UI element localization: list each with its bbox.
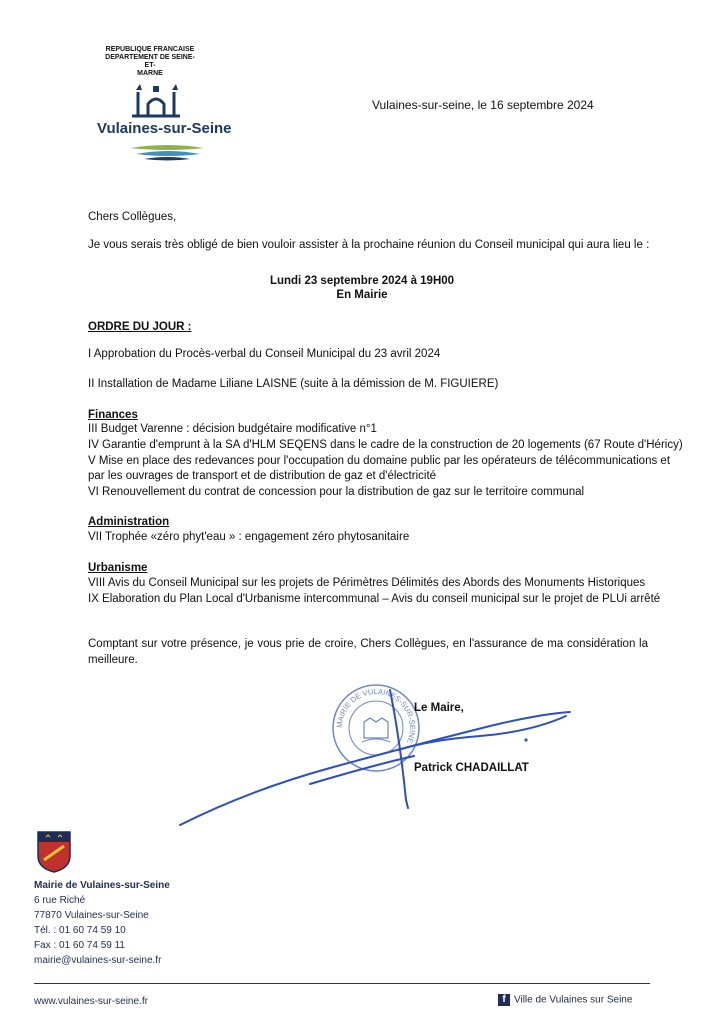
footer-org: Mairie de Vulaines-sur-Seine [34,880,170,891]
agenda-item-8: VIII Avis du Conseil Municipal sur les projets de Périmètres Délimités des Abords des Monuments Historiques [88,577,646,589]
signer-title: Le Maire, [414,702,464,714]
agenda-item-5-line-1: V Mise en place des redevances pour l'occupation du domaine public par les opérateurs de télécommunications et [88,455,671,467]
agenda-item-3: III Budget Varenne : décision budgétaire modificative n°1 [88,423,377,435]
facebook-icon: f [498,994,510,1006]
agenda-item-5-line-2: par les ouvrages de transport et de distribution de gaz et d'électricité [88,470,437,482]
agenda-item-4: IV Garantie d'emprunt à la SA d'HLM SEQENS dans le cadre de la construction de 20 logements (67 Route d'Héricy) [88,439,683,451]
footer-street: 6 rue Riché [34,895,86,906]
agenda-item-2: II Installation de Madame Liliane LAISNE (suite à la démission de M. FIGUIERE) [88,378,499,390]
footer-website-link[interactable]: www.vulaines-sur-seine.fr [34,996,148,1007]
agenda-item-7: VII Trophée «zéro phyt'eau » : engagement zéro phytosanitaire [88,531,410,543]
agenda-title: ORDRE DU JOUR : [88,321,192,333]
footer-tel: Tél. : 01 60 74 59 10 [34,925,126,936]
footer-facebook-link[interactable] [498,994,632,1006]
signer-name: Patrick CHADAILLAT [414,762,529,774]
agenda-item-1: I Approbation du Procès-verbal du Conseil Municipal du 23 avril 2024 [88,348,441,360]
section-finances: Finances [88,409,138,421]
agenda-item-6: VI Renouvellement du contrat de concession pour la distribution de gaz sur le territoire communal [88,486,585,498]
republic-line-1: REPUBLIQUE FRANCAISE [105,46,195,53]
agenda-item-9: IX Elaboration du Plan Local d'Urbanisme intercommunal – Avis du conseil municipal sur le projet de PLUi arrêté [88,593,661,605]
republic-header [100,46,200,78]
intro-paragraph: Je vous serais très obligé de bien vouloir assister à la prochaine réunion du Conseil municipal qui aura lieu le : [88,239,650,251]
section-administration: Administration [88,516,170,528]
footer-city: 77870 Vulaines-sur-Seine [34,910,149,921]
seal-text: MAIRIE DE VULAINES-SUR-SEINE [334,686,418,745]
facebook-label: Ville de Vulaines sur Seine [514,994,633,1006]
date-line: Vulaines-sur-seine, le 16 septembre 2024 [372,98,594,112]
footer-fax: Fax : 01 60 74 59 11 [34,940,125,951]
meeting-place: En Mairie [336,289,388,301]
river-swoosh-icon [128,142,206,164]
meeting-date: Lundi 23 septembre 2024 à 19H00 [269,275,455,287]
footer-address [34,878,170,968]
closing-paragraph: Comptant sur votre présence, je vous prie de croire, Chers Collègues, en l'assurance de ma considération la meilleure. [88,638,648,666]
footer-email[interactable]: mairie@vulaines-sur-seine.fr [34,955,162,966]
republic-line-2: DEPARTEMENT DE SEINE-ET- [105,54,195,69]
footer-divider [34,983,650,984]
section-urbanisme: Urbanisme [88,562,148,574]
republic-line-3: MARNE [137,70,163,77]
coat-of-arms-icon [36,830,72,874]
town-logo-text: Vulaines-sur-Seine [97,120,232,137]
salutation: Chers Collègues, [88,211,177,223]
handwritten-signature [170,680,590,830]
